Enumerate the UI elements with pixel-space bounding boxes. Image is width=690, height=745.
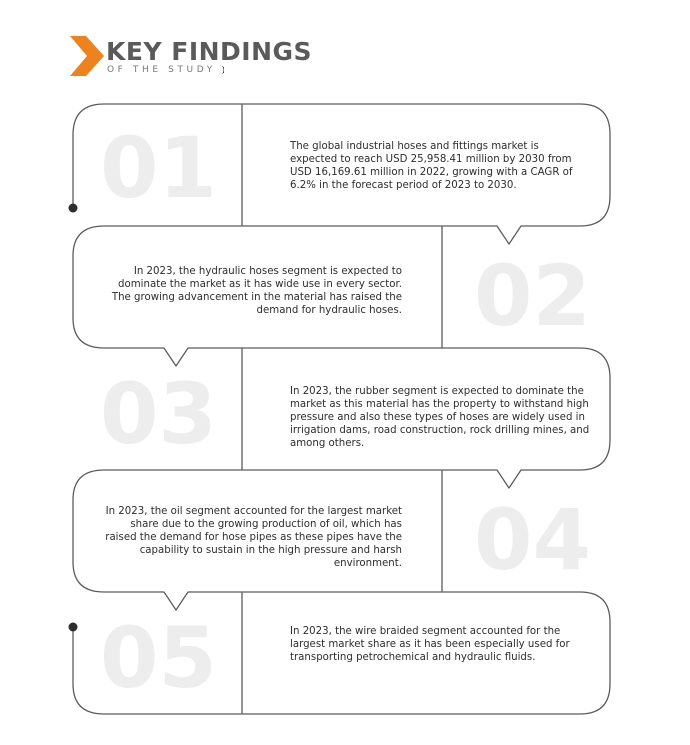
finding-text-05: In 2023, the wire braided segment accounted for the largest market share as it has been especially used for transporting petrochemical and hydraulic fluids.	[290, 626, 570, 663]
start-dot	[69, 204, 78, 213]
chevron-right-icon	[70, 36, 104, 76]
end-dot	[69, 623, 78, 632]
page-title: KEY FINDINGS	[106, 37, 313, 66]
finding-text-02: In 2023, the hydraulic hoses segment is expected to dominate the market as it has wide use in every sector. The growing advancement in the material has raised the demand for hydraulic hoses.	[111, 266, 402, 316]
finding-number-05: 05	[100, 609, 217, 707]
finding-number-03: 03	[100, 365, 217, 463]
finding-number-02: 02	[474, 247, 591, 345]
page-subtitle: OF THE STUDY	[107, 65, 216, 75]
finding-text-03: In 2023, the rubber segment is expected to dominate the market as this material has the property to withstand high pressure and also these types of hoses are widely used in irrigation dams, road construction, rock drilling mines, and among others.	[290, 386, 590, 449]
finding-text-01: The global industrial hoses and fittings market is expected to reach USD 25,958.41 million by 2030 from USD 16,169.61 million in 2022, growing with a CAGR of 6.2% in the forecast period of 2023 to 2030.	[290, 141, 573, 191]
finding-text-04: In 2023, the oil segment accounted for the largest market share due to the growing production of oil, which has raised the demand for hose pipes as these pipes have the capability to sustain in the high pressure and harsh environment.	[105, 506, 402, 569]
finding-number-01: 01	[100, 119, 217, 217]
finding-number-04: 04	[474, 491, 591, 589]
half-moon-icon	[218, 65, 224, 75]
